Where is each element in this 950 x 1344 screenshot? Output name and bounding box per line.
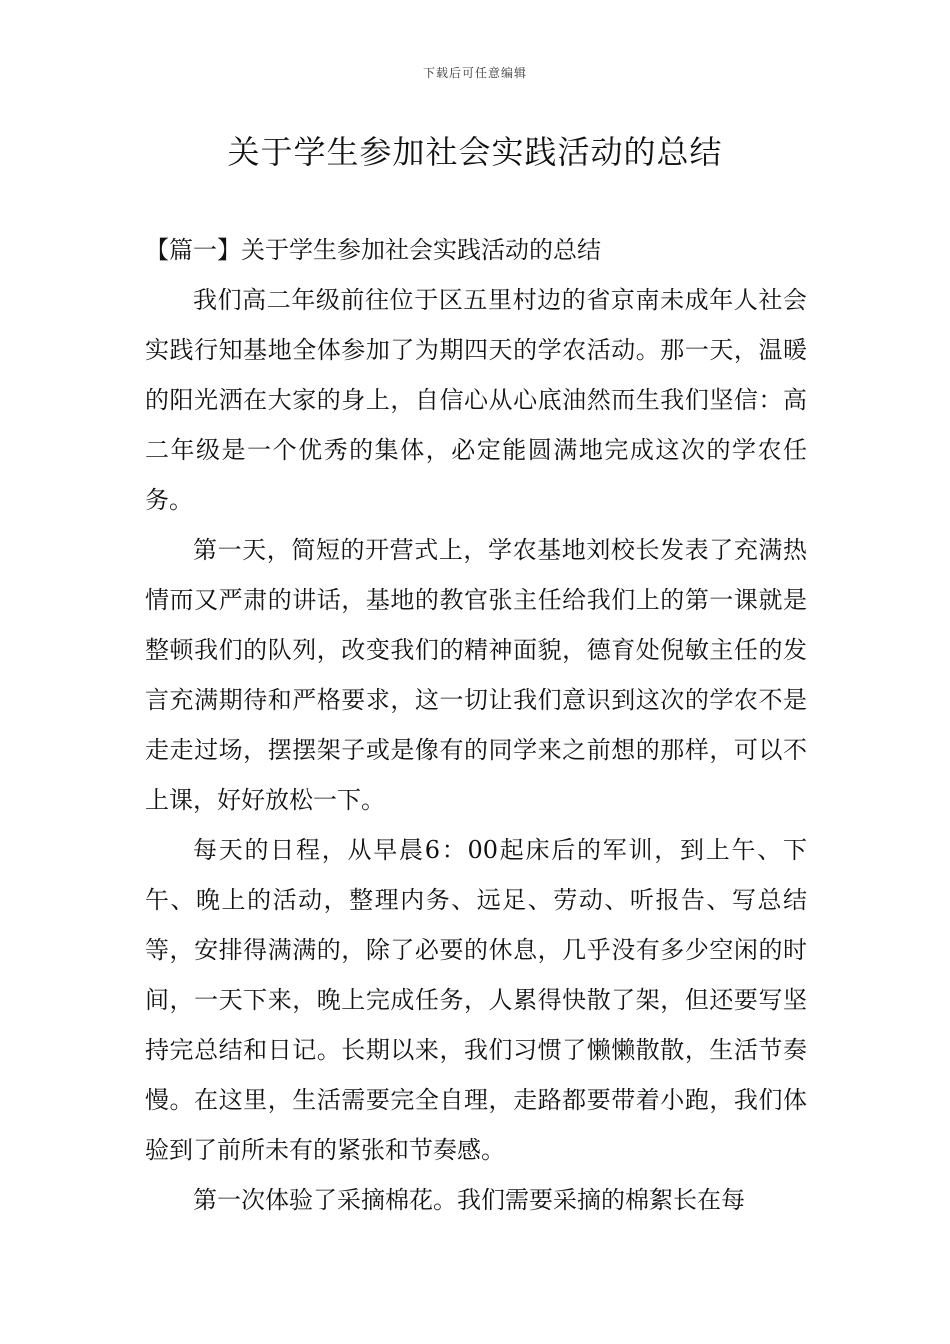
paragraph-1: 我们高二年级前往位于区五里村边的省京南未成年人社会实践行知基地全体参加了为期四天的学农活动。那一天，温暖的阳光洒在大家的身上，自信心从心底油然而生我们坚信：高二年级是一个优秀的集体，必定能圆满地完成这次的学农任务。 — [145, 286, 807, 514]
section-heading: 【篇一】关于学生参加社会实践活动的总结 — [145, 236, 601, 264]
document-title: 关于学生参加社会实践活动的总结 — [227, 133, 723, 171]
document-body — [145, 228, 807, 1225]
paragraph-3: 每天的日程，从早晨6：00起床后的军训，到上午、下午、晚上的活动，整理内务、远足、劳动、听报告、写总结等，安排得满满的，除了必要的休息，几乎没有多少空闲的时间，一天下来，晚上完成任务，人累得快散了架，但还要写坚持完总结和日记。长期以来，我们习惯了懒懒散散，生活节奏慢。在这里，生活需要完全自理，走路都要带着小跑，我们体验到了前所未有的紧张和节奏感。 — [145, 836, 807, 1164]
paragraph-2: 第一天，简短的开营式上，学农基地刘校长发表了充满热情而又严肃的讲话，基地的教官张主任给我们上的第一课就是整顿我们的队列，改变我们的精神面貌，德育处倪敏主任的发言充满期待和严格要求，这一切让我们意识到这次的学农不是走走过场，摆摆架子或是像有的同学来之前想的那样，可以不上课，好好放松一下。 — [145, 536, 807, 814]
paragraph-4: 第一次体验了采摘棉花。我们需要采摘的棉絮长在每 — [193, 1186, 745, 1214]
page-header-note: 下载后可任意编辑 — [422, 66, 527, 80]
